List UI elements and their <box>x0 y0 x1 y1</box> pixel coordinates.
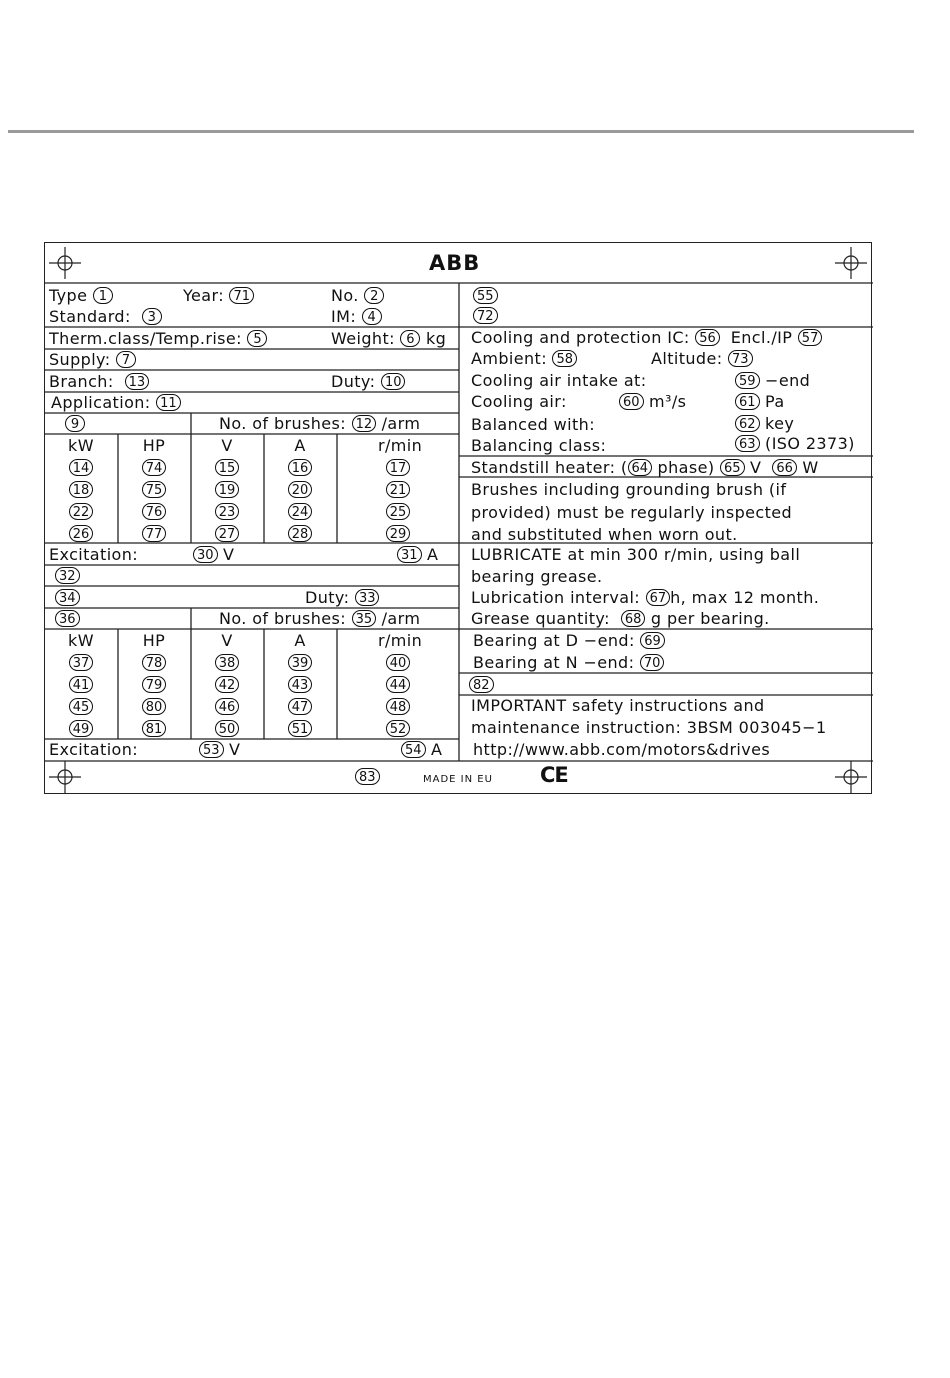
end-label: −end <box>765 371 811 390</box>
table2-header-r-min: r/min <box>378 631 423 650</box>
ref-41: 41 <box>69 676 94 693</box>
table1-cell <box>378 502 418 522</box>
ref-9: 9 <box>65 415 85 432</box>
ref-52: 52 <box>386 720 411 737</box>
ref-1: 1 <box>93 287 113 304</box>
ref-17: 17 <box>386 459 411 476</box>
table2-cell <box>134 653 174 673</box>
table2-cell <box>61 653 101 673</box>
table1-cell <box>134 458 174 478</box>
table1-cell <box>280 502 320 522</box>
brushes-label-1: No. of brushes: <box>219 414 347 433</box>
ref-15: 15 <box>215 459 240 476</box>
cooling-air-value <box>619 392 686 412</box>
ref-83: 83 <box>355 768 380 785</box>
ref-22: 22 <box>69 503 94 520</box>
ref-32-cell <box>55 566 80 586</box>
important-line-2: maintenance instruction: 3BSM 003045−1 <box>471 718 827 737</box>
ref-39: 39 <box>288 654 313 671</box>
ref-18: 18 <box>69 481 94 498</box>
altitude-label: Altitude: <box>651 349 723 368</box>
ce-mark-icon: CE <box>540 763 568 787</box>
ref-77: 77 <box>142 525 167 542</box>
brushes-row-2 <box>219 609 420 629</box>
cooling-row <box>471 328 822 348</box>
ref-64: 64 <box>628 459 653 476</box>
ref-42: 42 <box>215 676 240 693</box>
balancing-label: Balancing class: <box>471 436 607 455</box>
ref-44: 44 <box>386 676 411 693</box>
table1-cell <box>134 502 174 522</box>
ref-7: 7 <box>116 351 136 368</box>
table1-cell <box>378 524 418 544</box>
balanced-row <box>471 415 595 435</box>
table2-cell <box>280 697 320 717</box>
table1-header-a: A <box>294 436 306 455</box>
table2-cell <box>134 697 174 717</box>
website-link[interactable]: http://www.abb.com/motors&drives <box>473 740 771 759</box>
table1-cell <box>134 480 174 500</box>
ref-4: 4 <box>362 308 382 325</box>
lubricate-line-2: bearing grease. <box>471 567 603 586</box>
application-label: Application: <box>51 393 151 412</box>
a-unit-1: A <box>427 545 439 564</box>
ref-65: 65 <box>720 459 745 476</box>
brushes-note-line-1: Brushes including grounding brush (if <box>471 480 787 499</box>
ref-76: 76 <box>142 503 167 520</box>
key-label: key <box>765 414 795 433</box>
excitation-v-1 <box>193 545 234 565</box>
table2-cell <box>280 675 320 695</box>
pressure-value <box>735 392 785 412</box>
ref-82-cell <box>469 675 494 695</box>
ref-75: 75 <box>142 481 167 498</box>
ref-6: 6 <box>400 330 420 347</box>
mount-hole-bottom-right-icon <box>835 761 867 793</box>
ref-70: 70 <box>640 654 665 671</box>
table1-cell <box>207 524 247 544</box>
table2-cell <box>61 675 101 695</box>
table1-header-v: V <box>221 436 233 455</box>
ref-53: 53 <box>199 741 224 758</box>
grease-row <box>471 609 770 629</box>
standard-row <box>49 307 162 327</box>
table2-cell <box>207 653 247 673</box>
ref-57: 57 <box>798 329 823 346</box>
ref-62: 62 <box>735 415 760 432</box>
rating-plate <box>44 242 872 794</box>
pa-unit: Pa <box>765 392 785 411</box>
ref-59: 59 <box>735 372 760 389</box>
excitation-a-1 <box>397 545 438 565</box>
table2-cell <box>280 719 320 739</box>
m3s-unit: m³/s <box>649 392 687 411</box>
table1-cell <box>280 524 320 544</box>
lub-interval-label: Lubrication interval: <box>471 588 641 607</box>
duty-label: Duty: <box>331 372 376 391</box>
ref-45: 45 <box>69 698 94 715</box>
year-row <box>183 286 254 306</box>
table1-cell <box>61 502 101 522</box>
brushes-row-1 <box>219 414 420 434</box>
abb-logo: ABB <box>429 251 481 275</box>
iso-label: (ISO 2373) <box>765 434 855 453</box>
im-row <box>331 307 382 327</box>
im-label: IM: <box>331 307 357 326</box>
ref-16: 16 <box>288 459 313 476</box>
balanced-label: Balanced with: <box>471 415 595 434</box>
phase-label: phase) <box>657 458 715 477</box>
application-row <box>51 393 181 413</box>
cooling-air-label: Cooling air: <box>471 392 567 411</box>
table1-cell <box>378 458 418 478</box>
ref-47: 47 <box>288 698 313 715</box>
ref-37: 37 <box>69 654 94 671</box>
balanced-value <box>735 414 794 434</box>
ref-83-cell <box>355 767 380 787</box>
excitation-row-1 <box>49 545 138 565</box>
type-label: Type <box>49 286 88 305</box>
made-in-eu: MADE IN EU <box>423 774 493 785</box>
ref-21: 21 <box>386 481 411 498</box>
ref-14: 14 <box>69 459 94 476</box>
weight-row <box>331 329 446 349</box>
ref-5: 5 <box>247 330 267 347</box>
table1-header-r-min: r/min <box>378 436 423 455</box>
ref-33: 33 <box>355 589 380 606</box>
ref-55: 55 <box>473 287 498 304</box>
ref-50: 50 <box>215 720 240 737</box>
encl-label: Encl./IP <box>730 328 793 347</box>
heater-v-unit: V <box>750 458 762 477</box>
ambient-label: Ambient: <box>471 349 547 368</box>
ref-20: 20 <box>288 481 313 498</box>
intake-label: Cooling air intake at: <box>471 371 647 390</box>
ref-63: 63 <box>735 435 760 452</box>
ref-30: 30 <box>193 546 218 563</box>
v-unit-1: V <box>223 545 235 564</box>
important-line-1: IMPORTANT safety instructions and <box>471 696 765 715</box>
branch-row <box>49 372 149 392</box>
ref-19: 19 <box>215 481 240 498</box>
table1-cell <box>207 480 247 500</box>
lub-interval-tail: h, max 12 month. <box>670 588 820 607</box>
table2-cell <box>61 719 101 739</box>
ref-55-cell <box>473 286 498 306</box>
ref-79: 79 <box>142 676 167 693</box>
therm-row <box>49 329 267 349</box>
ref-56: 56 <box>695 329 720 346</box>
ref-12: 12 <box>352 415 377 432</box>
ref-67: 67 <box>646 589 671 606</box>
grease-tail: g per bearing. <box>650 609 770 628</box>
duty-row <box>331 372 405 392</box>
ref-46: 46 <box>215 698 240 715</box>
standard-label: Standard: <box>49 307 131 326</box>
ref-13: 13 <box>125 373 150 390</box>
per-arm-2: /arm <box>381 609 421 628</box>
table2-cell <box>61 697 101 717</box>
v-unit-2: V <box>229 740 241 759</box>
heater-row: Standstill heater: ( 64 phase) 65 V 66 W <box>471 458 819 477</box>
lub-interval-row <box>471 588 819 608</box>
supply-row <box>49 350 136 370</box>
ambient-row <box>471 349 577 369</box>
table2-cell <box>207 719 247 739</box>
table2-cell <box>378 719 418 739</box>
ref-82: 82 <box>469 676 494 693</box>
table1-cell <box>134 524 174 544</box>
grease-label: Grease quantity: <box>471 609 610 628</box>
table2-cell <box>134 719 174 739</box>
ref-73: 73 <box>728 350 753 367</box>
balancing-row <box>471 436 606 456</box>
table2-cell <box>207 697 247 717</box>
excitation-a-2 <box>401 740 442 760</box>
branch-label: Branch: <box>49 372 114 391</box>
table1-cell <box>280 458 320 478</box>
duty-row-2 <box>305 588 379 608</box>
ref-72: 72 <box>473 307 498 324</box>
ref-34: 34 <box>55 589 80 606</box>
ref-23: 23 <box>215 503 240 520</box>
cooling-air-row <box>471 392 567 412</box>
ref-48: 48 <box>386 698 411 715</box>
cooling-label: Cooling and protection IC: <box>471 328 690 347</box>
bearing-d-row <box>473 631 665 651</box>
ref-24: 24 <box>288 503 313 520</box>
ref-2: 2 <box>364 287 384 304</box>
ref-34-cell <box>55 588 80 608</box>
table1-cell <box>378 480 418 500</box>
ref-27: 27 <box>215 525 240 542</box>
brushes-label-2: No. of brushes: <box>219 609 347 628</box>
type-row <box>49 286 113 306</box>
lubricate-line-1: LUBRICATE at min 300 r/min, using ball <box>471 545 801 564</box>
ref-3: 3 <box>142 308 162 325</box>
table1-header-kw: kW <box>68 436 94 455</box>
table1-cell <box>61 458 101 478</box>
no-row <box>331 286 384 306</box>
ref-68: 68 <box>621 610 646 627</box>
altitude-row <box>651 349 753 369</box>
ref-66: 66 <box>772 459 797 476</box>
excitation-v-2 <box>199 740 240 760</box>
table2-header-hp: HP <box>142 631 166 650</box>
mount-hole-top-left-icon <box>49 247 81 279</box>
table2-header-kw: kW <box>68 631 94 650</box>
ref-71: 71 <box>229 287 254 304</box>
excitation-label-2: Excitation: <box>49 740 139 759</box>
ref-26: 26 <box>69 525 94 542</box>
table1-header-hp: HP <box>142 436 166 455</box>
excitation-row-2 <box>49 740 138 760</box>
ref-29: 29 <box>386 525 411 542</box>
table2-cell <box>280 653 320 673</box>
table2-cell <box>378 697 418 717</box>
per-arm-1: /arm <box>381 414 421 433</box>
mount-hole-bottom-left-icon <box>49 761 81 793</box>
w-unit: W <box>802 458 819 477</box>
ref-9-cell <box>65 414 85 434</box>
ref-38: 38 <box>215 654 240 671</box>
ref-28: 28 <box>288 525 313 542</box>
ref-36-cell <box>55 609 80 629</box>
intake-row <box>471 371 647 391</box>
top-divider <box>8 130 914 133</box>
ref-78: 78 <box>142 654 167 671</box>
duty-label-2: Duty: <box>305 588 350 607</box>
balancing-value <box>735 434 855 454</box>
table2-cell <box>378 675 418 695</box>
ref-43: 43 <box>288 676 313 693</box>
ref-11: 11 <box>156 394 181 411</box>
ref-58: 58 <box>552 350 577 367</box>
intake-end <box>735 371 810 391</box>
year-label: Year: <box>183 286 224 305</box>
bearing-n-label: Bearing at N −end: <box>473 653 635 672</box>
ref-54: 54 <box>401 741 426 758</box>
ref-80: 80 <box>142 698 167 715</box>
ref-69: 69 <box>640 632 665 649</box>
no-label: No. <box>331 286 359 305</box>
ref-51: 51 <box>288 720 313 737</box>
ref-10: 10 <box>381 373 406 390</box>
bearing-d-label: Bearing at D −end: <box>473 631 635 650</box>
a-unit-2: A <box>431 740 443 759</box>
weight-label: Weight: <box>331 329 395 348</box>
ref-81: 81 <box>142 720 167 737</box>
table2-header-a: A <box>294 631 306 650</box>
kg-unit: kg <box>425 329 447 348</box>
table2-cell <box>134 675 174 695</box>
therm-label: Therm.class/Temp.rise: <box>49 329 242 348</box>
table1-cell <box>207 502 247 522</box>
brushes-note-line-3: and substituted when worn out. <box>471 525 738 544</box>
heater-label: Standstill heater: <box>471 458 616 477</box>
excitation-label-1: Excitation: <box>49 545 139 564</box>
table1-cell <box>280 480 320 500</box>
ref-49: 49 <box>69 720 94 737</box>
mount-hole-top-right-icon <box>835 247 867 279</box>
table2-cell <box>378 653 418 673</box>
ref-61: 61 <box>735 393 760 410</box>
bearing-n-row <box>473 653 664 673</box>
brushes-note-line-2: provided) must be regularly inspected <box>471 503 793 522</box>
ref-35: 35 <box>352 610 377 627</box>
ref-32: 32 <box>55 567 80 584</box>
ref-36: 36 <box>55 610 80 627</box>
ref-74: 74 <box>142 459 167 476</box>
ref-60: 60 <box>619 393 644 410</box>
table2-cell <box>207 675 247 695</box>
table1-cell <box>207 458 247 478</box>
supply-label: Supply: <box>49 350 111 369</box>
table2-header-v: V <box>221 631 233 650</box>
table1-cell <box>61 480 101 500</box>
ref-25: 25 <box>386 503 411 520</box>
ref-72-cell <box>473 306 498 326</box>
table1-cell <box>61 524 101 544</box>
ref-40: 40 <box>386 654 411 671</box>
ref-31: 31 <box>397 546 422 563</box>
